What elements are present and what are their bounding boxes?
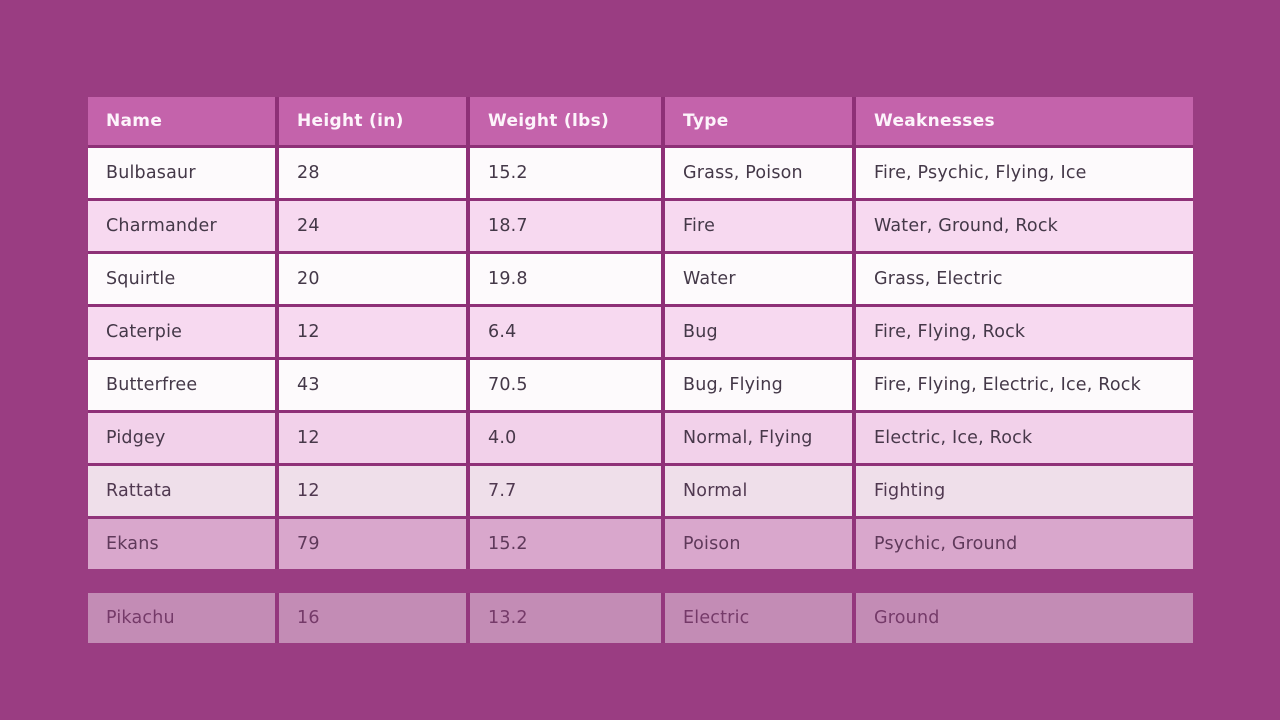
pokemon-table — [88, 97, 1193, 643]
cell-weaknesses: Fire, Flying, Rock — [856, 307, 1193, 357]
cell-name: Pikachu — [88, 593, 279, 643]
cell-weight: 7.7 — [470, 466, 665, 516]
cell-type: Poison — [665, 519, 856, 569]
table-row — [88, 304, 1193, 357]
cell-weight: 13.2 — [470, 593, 665, 643]
cell-weaknesses: Ground — [856, 593, 1193, 643]
cell-weaknesses: Fire, Psychic, Flying, Ice — [856, 148, 1193, 198]
cell-type: Fire — [665, 201, 856, 251]
cell-name: Squirtle — [88, 254, 279, 304]
cell-weight: 19.8 — [470, 254, 665, 304]
cell-name: Charmander — [88, 201, 279, 251]
cell-name: Rattata — [88, 466, 279, 516]
column-header: Height (in) — [279, 97, 470, 145]
cell-type: Electric — [665, 593, 856, 643]
cell-type: Normal, Flying — [665, 413, 856, 463]
cell-height: 20 — [279, 254, 470, 304]
cell-weaknesses: Grass, Electric — [856, 254, 1193, 304]
table-row — [88, 410, 1193, 463]
cell-type: Bug, Flying — [665, 360, 856, 410]
cell-weaknesses: Fighting — [856, 466, 1193, 516]
cell-height: 79 — [279, 519, 470, 569]
cell-type: Water — [665, 254, 856, 304]
cell-weight: 15.2 — [470, 519, 665, 569]
table-row — [88, 145, 1193, 198]
table-row — [88, 516, 1193, 569]
cell-name: Butterfree — [88, 360, 279, 410]
cell-weight: 4.0 — [470, 413, 665, 463]
cell-height: 16 — [279, 593, 470, 643]
cell-height: 12 — [279, 307, 470, 357]
cell-height: 12 — [279, 413, 470, 463]
cell-height: 43 — [279, 360, 470, 410]
table-body — [88, 145, 1193, 643]
table-row — [88, 198, 1193, 251]
cell-weaknesses: Water, Ground, Rock — [856, 201, 1193, 251]
cell-name: Caterpie — [88, 307, 279, 357]
cell-height: 12 — [279, 466, 470, 516]
cell-height: 28 — [279, 148, 470, 198]
cell-weight: 6.4 — [470, 307, 665, 357]
cell-weight: 70.5 — [470, 360, 665, 410]
column-header: Weaknesses — [856, 97, 1193, 145]
table-row — [88, 463, 1193, 516]
cell-weaknesses: Psychic, Ground — [856, 519, 1193, 569]
cell-weaknesses: Fire, Flying, Electric, Ice, Rock — [856, 360, 1193, 410]
cell-height: 24 — [279, 201, 470, 251]
column-header: Type — [665, 97, 856, 145]
cell-name: Bulbasaur — [88, 148, 279, 198]
column-header: Name — [88, 97, 279, 145]
table-row — [88, 593, 1193, 643]
cell-type: Bug — [665, 307, 856, 357]
cell-weaknesses: Electric, Ice, Rock — [856, 413, 1193, 463]
table-row — [88, 357, 1193, 410]
cell-type: Grass, Poison — [665, 148, 856, 198]
cell-name: Pidgey — [88, 413, 279, 463]
cell-weight: 18.7 — [470, 201, 665, 251]
cell-name: Ekans — [88, 519, 279, 569]
table-header-row — [88, 97, 1193, 145]
table-row — [88, 251, 1193, 304]
column-header: Weight (lbs) — [470, 97, 665, 145]
cell-weight: 15.2 — [470, 148, 665, 198]
cell-type: Normal — [665, 466, 856, 516]
